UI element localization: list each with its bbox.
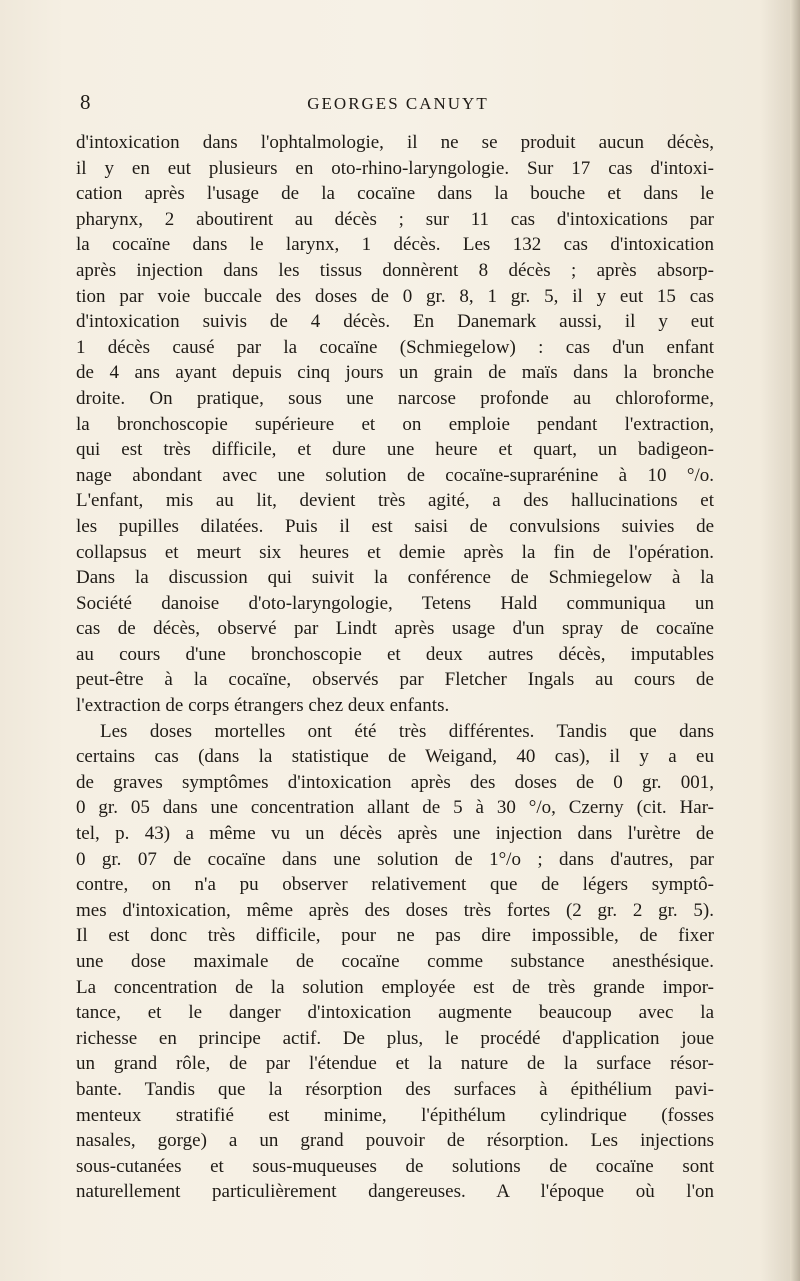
page-edge [790, 0, 800, 1281]
text-line: sous-cutanées et sous-muqueuses de solutions de cocaïne sont [76, 1155, 714, 1177]
text-line: la bronchoscopie supérieure et on emploie pendant l'extraction, [76, 413, 714, 435]
text-line: de graves symptômes d'intoxication après des doses de 0 gr. 001, [76, 771, 714, 793]
text-line: au cours d'une bronchoscopie et deux autres décès, imputables [76, 643, 714, 665]
text-line: tel, p. 43) a même vu un décès après une injection dans l'urètre de [76, 823, 714, 845]
text-line: 0 gr. 05 dans une concentration allant de 5 à 30 °/o, Czerny (cit. Har- [76, 797, 714, 819]
text-line: nasales, gorge) a un grand pouvoir de résorption. Les injections [76, 1130, 714, 1152]
text-line: tance, et le danger d'intoxication augmente beaucoup avec la [76, 1002, 714, 1024]
text-line: certains cas (dans la statistique de Weigand, 40 cas), il y a eu [76, 746, 714, 768]
text-line: Dans la discussion qui suivit la conférence de Schmiegelow à la [76, 567, 714, 589]
text-line: menteux stratifié est minime, l'épithélum cylindrique (fosses [76, 1104, 714, 1126]
text-line: richesse en principe actif. De plus, le procédé d'application joue [76, 1027, 714, 1049]
text-line: cation après l'usage de la cocaïne dans la bouche et dans le [76, 183, 714, 205]
text-line: L'enfant, mis au lit, devient très agité, a des hallucinations et [76, 490, 714, 512]
text-line: nage abondant avec une solution de cocaïne-suprarénine à 10 °/o. [76, 464, 714, 486]
text-line: Les doses mortelles ont été très différentes. Tandis que dans [100, 720, 714, 742]
page-header [78, 90, 718, 116]
text-line: cas de décès, observé par Lindt après usage d'un spray de cocaïne [76, 618, 714, 640]
text-line: bante. Tandis que la résorption des surfaces à épithélium pavi- [76, 1078, 714, 1100]
text-line: mes d'intoxication, même après des doses très fortes (2 gr. 2 gr. 5). [76, 899, 714, 921]
text-line: qui est très difficile, et dure une heure et quart, un badigeon- [76, 439, 714, 461]
text-line: 0 gr. 07 de cocaïne dans une solution de 1°/o ; dans d'autres, par [76, 848, 714, 870]
text-line: La concentration de la solution employée est de très grande impor- [76, 976, 714, 998]
text-line: Il est donc très difficile, pour ne pas dire impossible, de fixer [76, 925, 714, 947]
text-line: collapsus et meurt six heures et demie après la fin de l'opération. [76, 541, 714, 563]
text-line: tion par voie buccale des doses de 0 gr. 8, 1 gr. 5, il y eut 15 cas [76, 285, 714, 307]
text-line: naturellement particulièrement dangereuses. A l'époque où l'on [76, 1181, 714, 1203]
text-line: droite. On pratique, sous une narcose profonde au chloroforme, [76, 387, 714, 409]
text-line: peut-être à la cocaïne, observés par Fletcher Ingals au cours de [76, 669, 714, 691]
text-line: Société danoise d'oto-laryngologie, Tetens Hald communiqua un [76, 592, 714, 614]
text-line: un grand rôle, de par l'étendue et la nature de la surface résor- [76, 1053, 714, 1075]
body-text [76, 130, 714, 1205]
running-head: GEORGES CANUYT [307, 94, 489, 113]
text-line: 1 décès causé par la cocaïne (Schmiegelow) : cas d'un enfant [76, 336, 714, 358]
text-line: une dose maximale de cocaïne comme substance anesthésique. [76, 951, 714, 972]
text-line: pharynx, 2 aboutirent au décès ; sur 11 cas d'intoxications par [76, 208, 714, 230]
text-line: la cocaïne dans le larynx, 1 décès. Les 132 cas d'intoxication [76, 234, 714, 256]
paragraph [76, 719, 714, 1205]
text-line: les pupilles dilatées. Puis il est saisi de convulsions suivies de [76, 515, 714, 537]
text-line: de 4 ans ayant depuis cinq jours un grain de maïs dans la bronche [76, 362, 714, 384]
text-line: après injection dans les tissus donnèrent 8 décès ; après absorp- [76, 259, 714, 281]
text-line: l'extraction de corps étrangers chez deux enfants. [76, 695, 450, 717]
paragraph [76, 130, 714, 719]
text-line: d'intoxication dans l'ophtalmologie, il ne se produit aucun décès, [76, 132, 714, 153]
page-number: 8 [80, 90, 91, 114]
text-line: il y en eut plusieurs en oto-rhino-laryngologie. Sur 17 cas d'intoxi- [76, 157, 714, 179]
text-line: contre, on n'a pu observer relativement que de légers symptô- [76, 874, 714, 896]
text-line: d'intoxication suivis de 4 décès. En Danemark aussi, il y eut [76, 311, 714, 333]
